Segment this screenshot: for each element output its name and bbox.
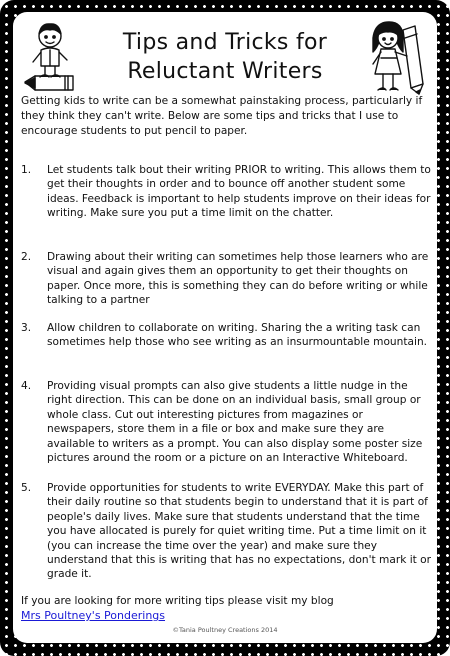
copyright-notice: ©Tania Poultney Creations 2014 [172, 626, 278, 634]
tip-item [21, 250, 431, 308]
page-title [103, 28, 347, 86]
tip-item [21, 321, 431, 350]
tip-item [21, 163, 431, 221]
title-line-2: Reluctant Writers [127, 59, 323, 84]
tip-number: 2. [21, 251, 32, 263]
closing-line: If you are looking for more writing tips please visit my blog [21, 595, 334, 607]
tip-number: 5. [21, 482, 32, 494]
tip-item [21, 379, 431, 465]
tip-number: 1. [21, 164, 32, 176]
boy-on-pencil-icon [21, 16, 79, 96]
title-line-1: Tips and Tricks for [122, 30, 328, 55]
tip-text: Provide opportunities for students to write EVERYDAY. Make this part of their daily routine so that students begin to understand that it is part of people's daily lives. Make sure that students understand that the time you have allocated is purely for quiet writing time. Put a time limit on it (you can increase the time over the year) and make sure they understand that this is writing that has no expectations, don't mark it or grade it. [47, 482, 431, 581]
girl-holding-pencil-icon [365, 16, 427, 98]
intro-paragraph: Getting kids to write can be a somewhat painstaking process, particularly if they think they can't write. Below are some tips and tricks that I use to encourage students to put pencil to paper. [21, 95, 423, 137]
tip-text: Let students talk bout their writing PRIOR to writing. This allows them to get their thoughts in order and to bounce off another student some ideas. Feedback is important to help students improve on their ideas for writing. Make sure you put a time limit on the chatter. [47, 164, 431, 220]
tip-item [21, 481, 431, 582]
tip-text: Drawing about their writing can sometimes help those learners who are visual and again gives them an opportunity to get their thoughts on paper. Once more, this is something they can do before writing or while talking to a partner [47, 251, 429, 307]
tip-text: Providing visual prompts can also give students a little nudge in the right direction. This can be done on an individual basis, small group or whole class. Cut out interesting pictures from magazines or newspapers, store them in a file or box and make sure they are available to writers as a prompt. You can also display some poster size pictures around the room or a picture on an Interactive Whiteboard. [47, 380, 423, 465]
tip-number: 4. [21, 380, 32, 392]
tip-text: Allow children to collaborate on writing. Sharing the a writing task can sometimes help those who see writing as an insurmountable mountain. [47, 322, 428, 349]
document-page [13, 12, 437, 643]
tip-number: 3. [21, 322, 32, 334]
blog-link[interactable]: Mrs Poultney's Ponderings [21, 609, 166, 622]
